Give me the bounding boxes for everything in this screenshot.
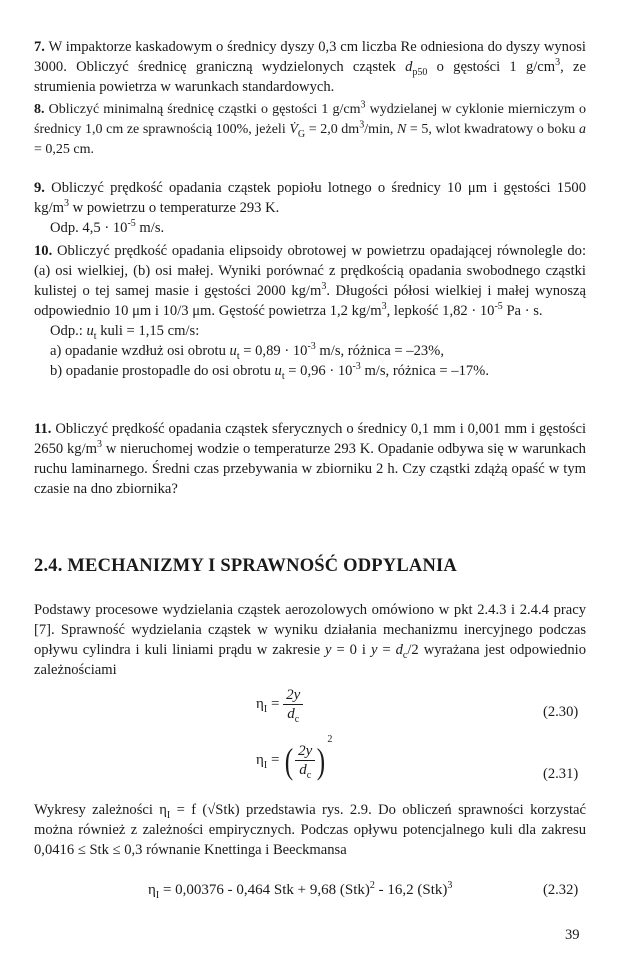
fraction: $\frac{2y}{d_c}$	[295, 742, 315, 779]
equation-number: (2.31)	[543, 766, 579, 782]
equation-2-32: $\eta_I = 0,00376 - 0,464$ Stk + 9,68 (Stk)$^2$ - 16,2 (Stk)$^3$	[148, 880, 453, 901]
symbol: d	[405, 59, 413, 75]
equation-2-30: $\eta_I$ = $\frac{2y}{d_c}$	[256, 686, 303, 723]
problem-8: 8. Obliczyć minimalną średnicę cząstki o gęstości 1 $g/cm^3$ wydzielanej w cyklonie mierniczym o średnicy 1,0 cm ze sprawnością 100%, jeżeli $V̇_G = 2,0$ $dm^3/\min$, N = 5, wlot kwadratowy o boku a = 0,25 cm.	[34, 99, 586, 157]
answer-line-b: b) opadanie prostopadle do osi obrotu $u_t = 0,96 \cdot 10^{-3}$ m/s, różnica = –17%.	[50, 361, 489, 382]
problem-11: 11. Obliczyć prędkość opadania cząstek sferycznych o średnicy 0,1 mm i 0,001 mm i gęstości 2650 $kg/m^3$ w nieruchomej wodzie o temperaturze 293 K. Opadanie odbywa się w warunkach ruchu laminarnego. Średni czas przebywania w zbiorniku 2 h. Czy cząstki zdążą opaść w tym czasie na dno zbiornika?	[34, 421, 586, 497]
answer-line-a: a) opadanie wzdłuż osi obrotu $u_t = 0,89 \cdot 10^{-3}$ m/s, różnica = –23%,	[50, 341, 444, 362]
problem-number: 11.	[34, 421, 52, 437]
problem-9: 9. Obliczyć prędkość opadania cząstek popiołu lotnego o średnicy 10 μm i gęstości 1500 $kg/m^3$ w powietrzu o temperaturze 293 K. Odp. $4,5 \cdot 10^{-5}$ m/s.	[34, 180, 586, 236]
problem-10: 10. Obliczyć prędkość opadania elipsoidy obrotowej w powietrzu opadającej równolegle do: (a) osi wielkiej, (b) osi małej. Wyniki porównać z prędkością opadania swobodnego cząstki kulistej o tej samej masie i gęstości 2000 $kg/m^3$. Długości półosi wielkiej i małej wynoszą odpowiednio 10 μm i 10/3 μm. Gęstość powietrza 1,2 $kg/m^3$, lepkość $1,82 \cdot 10^{-5}$ Pa · s. Odp.: $u_t$ kuli = 1,15 cm/s: a) opadanie wzdłuż osi obrotu $u_t = 0,89 \cdot 10^{-3}$ m/s, różnica = –23%, b) opadanie prostopadle do osi obrotu $u_t = 0,96 \cdot 10^{-3}$ m/s, różnica = –17%.	[34, 243, 586, 382]
paragraph-2: Wykresy zależności $\eta_I = f$ (√Stk) przedstawia rys. 2.9. Do obliczeń sprawności korzystać można również z zależności empirycznych. Podczas opływu potencjalnego kuli dla zakresu 0,0416 ≤ Stk ≤ 0,3 równanie Knettinga i Beeckmansa	[34, 802, 587, 858]
page-number: 39	[565, 927, 580, 943]
answer: Odp. $4,5 \cdot 10^{-5}$ m/s.	[50, 218, 165, 236]
equation-2-31: $\eta_I$ = ( $\frac{2y}{d_c}$ )$^2$	[256, 733, 333, 781]
fraction: $\frac{2y}{d_c}$	[283, 686, 303, 723]
problem-7: 7. W impaktorze kaskadowym o średnicy dyszy 0,3 cm liczba Re odniesiona do dyszy wynosi 3000. Obliczyć średnicę graniczną wydzielonych cząstek $d_{p50}$ o gęstości 1 $g/cm^3$, ze strumienia powietrza w warunkach standardowych.	[34, 39, 586, 95]
problem-number: 10.	[34, 243, 53, 259]
problem-number: 9.	[34, 180, 45, 196]
equation-number: (2.30)	[543, 704, 579, 720]
equation-number: (2.32)	[543, 882, 579, 898]
intro-paragraph: Podstawy procesowe wydzielania cząstek aerozolowych omówiono w pkt 2.4.3 i 2.4.4 pracy [7]. Sprawność wydzielania cząstek w wyniku działania mechanizmu inercyjnego podczas opływu cylindra i kuli liniami prądu w zakresie y = 0 i $y = d_c/2$ wyrażana jest odpowiednio zależnościami	[34, 602, 587, 678]
problem-number: 8.	[34, 102, 45, 117]
section-title: 2.4. MECHANIZMY I SPRAWNOŚĆ ODPYLANIA	[34, 556, 457, 576]
problem-number: 7.	[34, 39, 45, 55]
answer: Odp.: $u_t$ kuli = 1,15 cm/s:	[50, 323, 200, 342]
